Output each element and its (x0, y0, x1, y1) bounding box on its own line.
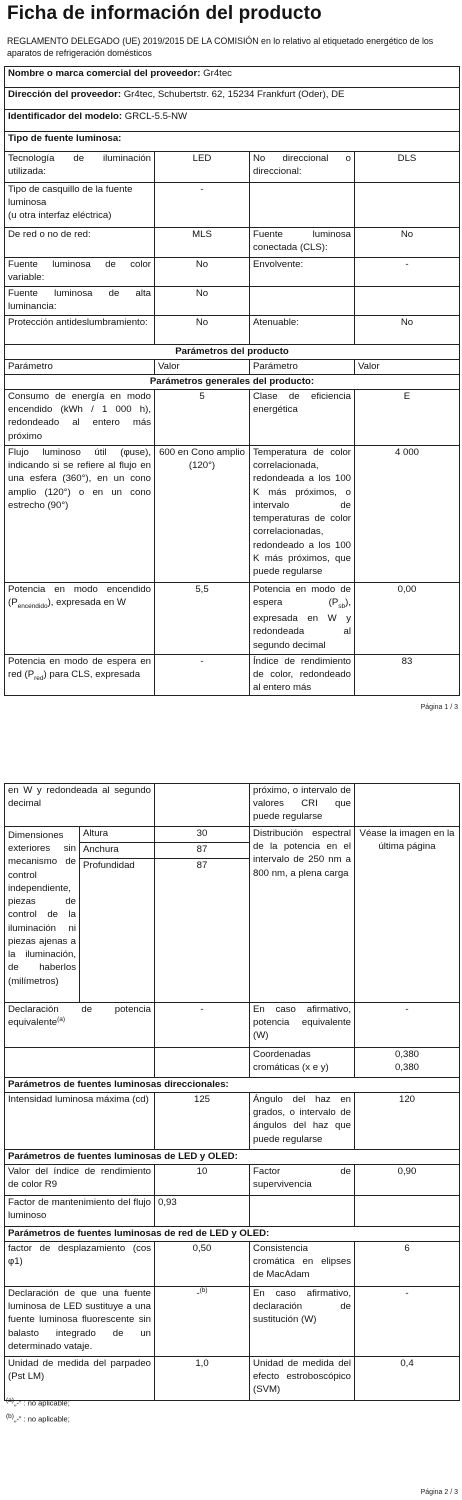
table-row (5, 1287, 460, 1357)
table-row (5, 287, 460, 316)
height-value: 30 (155, 827, 250, 843)
cct-label: Temperatura de color correlacionada, redondeada a los 100 K más próximos, o intervalo de temperaturas de color correlacionadas, redondeado a los 100 K más próximos, que puede regularse (250, 446, 355, 583)
directional-params-heading: Parámetros de fuentes luminosas direccionales: (5, 1078, 460, 1093)
supplier-address-row (5, 88, 460, 110)
r9-label: Valor del índice de rendimiento de color R9 (5, 1165, 155, 1196)
supplier-address-value: Gr4tec, Schubertstr. 62, 15234 Frankfurt (Oder), DE (123, 89, 345, 100)
width-value: 87 (155, 843, 250, 859)
table-row (5, 784, 460, 827)
mains-label: De red o no de red: (5, 228, 155, 258)
lumen-maintenance-label: Factor de mantenimiento del flujo luminoso (5, 1196, 155, 1227)
depth-label: Profundidad (80, 859, 155, 1003)
table-row (5, 583, 460, 655)
cap-label: Tipo de casquillo de la fuente luminosa (8, 184, 133, 209)
table-row (5, 655, 460, 696)
cri-value: 83 (355, 655, 460, 696)
dimmable-value: No (355, 316, 460, 345)
supplier-address-label: Dirección del proveedor: (8, 89, 122, 100)
footnote-a: $^{(a)}$„-‟ : no aplicable; (6, 1397, 70, 1408)
footnote-b: $^{(b)}$„-‟ : no aplicable; (6, 1413, 70, 1424)
intensity-value: 125 (155, 1093, 250, 1150)
model-row (5, 110, 460, 132)
equivalent-w-value: - (355, 1003, 460, 1048)
chromaticity-label: Coordenadas cromáticas (x e y) (250, 1048, 355, 1078)
info-table-page-1 (4, 66, 460, 696)
flux-label: Flujo luminoso útil (φuse), indicando si se refiere al flujo en una esfera (360°), en un cono amplio (120°) o en un cono estrecho (90°) (5, 446, 155, 583)
flux-value: 600 en Cono amplio (120°) (155, 446, 250, 583)
high-luminance-label: Fuente luminosa de alta luminancia: (5, 287, 155, 316)
info-table-page-2 (4, 783, 460, 1401)
glare-label: Protección antideslumbramiento: (5, 316, 155, 345)
depth-value: 87 (155, 859, 250, 1003)
equivalent-power-value: - (155, 1003, 250, 1048)
table-row (5, 390, 460, 446)
cri-label: Índice de rendimiento de color, redondeado al entero más (250, 655, 355, 696)
source-type-row (5, 132, 460, 152)
col-param-header: Parámetro (5, 360, 155, 375)
page-number-2: Página 2 / 3 (420, 1489, 458, 1496)
col-value-header: Valor (155, 360, 250, 375)
equivalent-w-label: En caso afirmativo, potencia equivalente (W) (250, 1003, 355, 1048)
column-header-row (5, 360, 460, 375)
displacement-factor-value: 0,50 (155, 1242, 250, 1287)
directional-label: No direccional o direccional: (250, 152, 355, 183)
replacement-value: -$^{(b)}$ (155, 1287, 250, 1357)
spd-label: Distribución espectral de la potencia en el intervalo de 250 nm a 800 nm, a plena carga (250, 827, 355, 1003)
model-label: Identificador del modelo: (8, 111, 123, 122)
supplier-name-label: Nombre o marca comercial del proveedor: (8, 68, 201, 79)
page-2 (0, 750, 462, 1500)
mains-led-params-heading: Parámetros de fuentes luminosas de red de LED y OLED: (5, 1227, 460, 1242)
survival-label: Factor de supervivencia (250, 1165, 355, 1196)
efficiency-label: Clase de eficiencia energética (250, 390, 355, 446)
beam-angle-label: Ángulo del haz en grados, o intervalo de ángulos del haz que puede regularse (250, 1093, 355, 1150)
networked-standby-label: Potencia en modo de espera en red $(P_{red})$ para CLS, expresada (5, 655, 155, 696)
general-params-heading: Parámetros generales del producto: (5, 375, 460, 390)
high-luminance-value: No (155, 287, 250, 316)
on-mode-power-label: Potencia en modo encendido $(P_{encendido})$, expresada en W (5, 583, 155, 655)
table-row (5, 827, 460, 843)
stroboscopic-value: 0,4 (355, 1357, 460, 1401)
intensity-label: Intensidad luminosa máxima (cd) (5, 1093, 155, 1150)
page-number-1: Página 1 / 3 (420, 704, 458, 711)
section-heading-row (5, 1078, 460, 1093)
networked-standby-value: - (155, 655, 250, 696)
table-row (5, 1048, 460, 1078)
replacement-w-label: En caso afirmativo, declaración de sustitución (W) (250, 1287, 355, 1357)
efficiency-value: E (355, 390, 460, 446)
supplier-name-value: Gr4tec (203, 68, 232, 79)
col-param-header: Parámetro (250, 360, 355, 375)
page-title: Ficha de información del producto (7, 3, 322, 24)
colour-value: No (155, 258, 250, 287)
page-1 (0, 0, 462, 720)
table-row (5, 316, 460, 345)
table-row (5, 152, 460, 183)
table-row (5, 228, 460, 258)
networked-standby-label-cont: en W y redondeada al segundo decimal (5, 784, 155, 827)
source-type-heading: Tipo de fuente luminosa: (5, 132, 460, 152)
cap-label-2: (u otra interfaz eléctrica) (8, 210, 112, 222)
colour-label: Fuente luminosa de color variable: (5, 258, 155, 287)
section-heading-row (5, 1150, 460, 1165)
envelope-label: Envolvente: (250, 258, 355, 287)
table-row (5, 183, 460, 228)
lumen-maintenance-value: 0,93 (155, 1196, 250, 1227)
section-heading-row (5, 375, 460, 390)
cct-value: 4 000 (355, 446, 460, 583)
table-row (5, 1003, 460, 1048)
section-heading-row (5, 1227, 460, 1242)
flicker-label: Unidad de medida del parpadeo (Pst LM) (5, 1357, 155, 1401)
dimmable-label: Atenuable: (250, 316, 355, 345)
mains-value: MLS (155, 228, 250, 258)
cls-label: Fuente luminosa conectada (CLS): (250, 228, 355, 258)
model-value: GRCL-5.5-NW (124, 111, 188, 122)
cls-value: No (355, 228, 460, 258)
table-row (5, 1357, 460, 1401)
table-row (5, 1196, 460, 1227)
displacement-factor-label: factor de desplazamiento (cos φ1) (5, 1242, 155, 1287)
table-row (5, 1093, 460, 1150)
replacement-w-value: - (355, 1287, 460, 1357)
r9-value: 10 (155, 1165, 250, 1196)
dimensions-label: Dimensiones exteriores sin mecanismo de control independiente, piezas de control de la iluminación ni piezas ajenas a la iluminación, de haberlos (milímetros) (5, 827, 80, 1003)
directional-value: DLS (355, 152, 460, 183)
tech-value: LED (155, 152, 250, 183)
energy-value: 5 (155, 390, 250, 446)
on-mode-power-value: 5,5 (155, 583, 250, 655)
energy-label: Consumo de energía en modo encendido (kWh / 1 000 h), redondeado al entero más próximo (5, 390, 155, 446)
standby-power-label: Potencia en modo de espera $(P_{sb})$, expresada en W y redondeada al segundo decimal (250, 583, 355, 655)
beam-angle-value: 120 (355, 1093, 460, 1150)
col-value-header: Valor (355, 360, 460, 375)
spd-value: Véase la imagen en la última página (355, 827, 460, 1003)
table-row (5, 258, 460, 287)
equivalent-power-label: Declaración de potencia equivalente$^{(a)}$ (5, 1003, 155, 1048)
envelope-value: - (355, 258, 460, 287)
supplier-name-row (5, 67, 460, 88)
height-label: Altura (80, 827, 155, 843)
replacement-label: Declaración de que una fuente luminosa de LED sustituye a una fuente luminosa fluorescente sin balasto integrado de un determinado vataje. (5, 1287, 155, 1357)
tech-label: Tecnología de iluminación utilizada: (5, 152, 155, 183)
table-row (5, 1242, 460, 1287)
survival-value: 0,90 (355, 1165, 460, 1196)
glare-value: No (155, 316, 250, 345)
width-label: Anchura (80, 843, 155, 859)
macadam-value: 6 (355, 1242, 460, 1287)
chromaticity-value: 0,380 0,380 (355, 1048, 460, 1078)
macadam-label: Consistencia cromática en elipses de MacAdam (250, 1242, 355, 1287)
flicker-value: 1,0 (155, 1357, 250, 1401)
led-params-heading: Parámetros de fuentes luminosas de LED y OLED: (5, 1150, 460, 1165)
table-row (5, 1165, 460, 1196)
product-params-heading: Parámetros del producto (5, 345, 460, 360)
table-row (5, 446, 460, 583)
cap-value: - (155, 183, 250, 228)
regulation-text: REGLAMENTO DELEGADO (UE) 2019/2015 DE LA COMISIÓN en lo relativo al etiquetado energético de los aparatos de refrigeración domésticos (7, 36, 434, 58)
section-heading-row (5, 345, 460, 360)
stroboscopic-label: Unidad de medida del efecto estroboscópico (SVM) (250, 1357, 355, 1401)
cri-label-cont: próximo, o intervalo de valores CRI que puede regularse (250, 784, 355, 827)
standby-power-value: 0,00 (355, 583, 460, 655)
